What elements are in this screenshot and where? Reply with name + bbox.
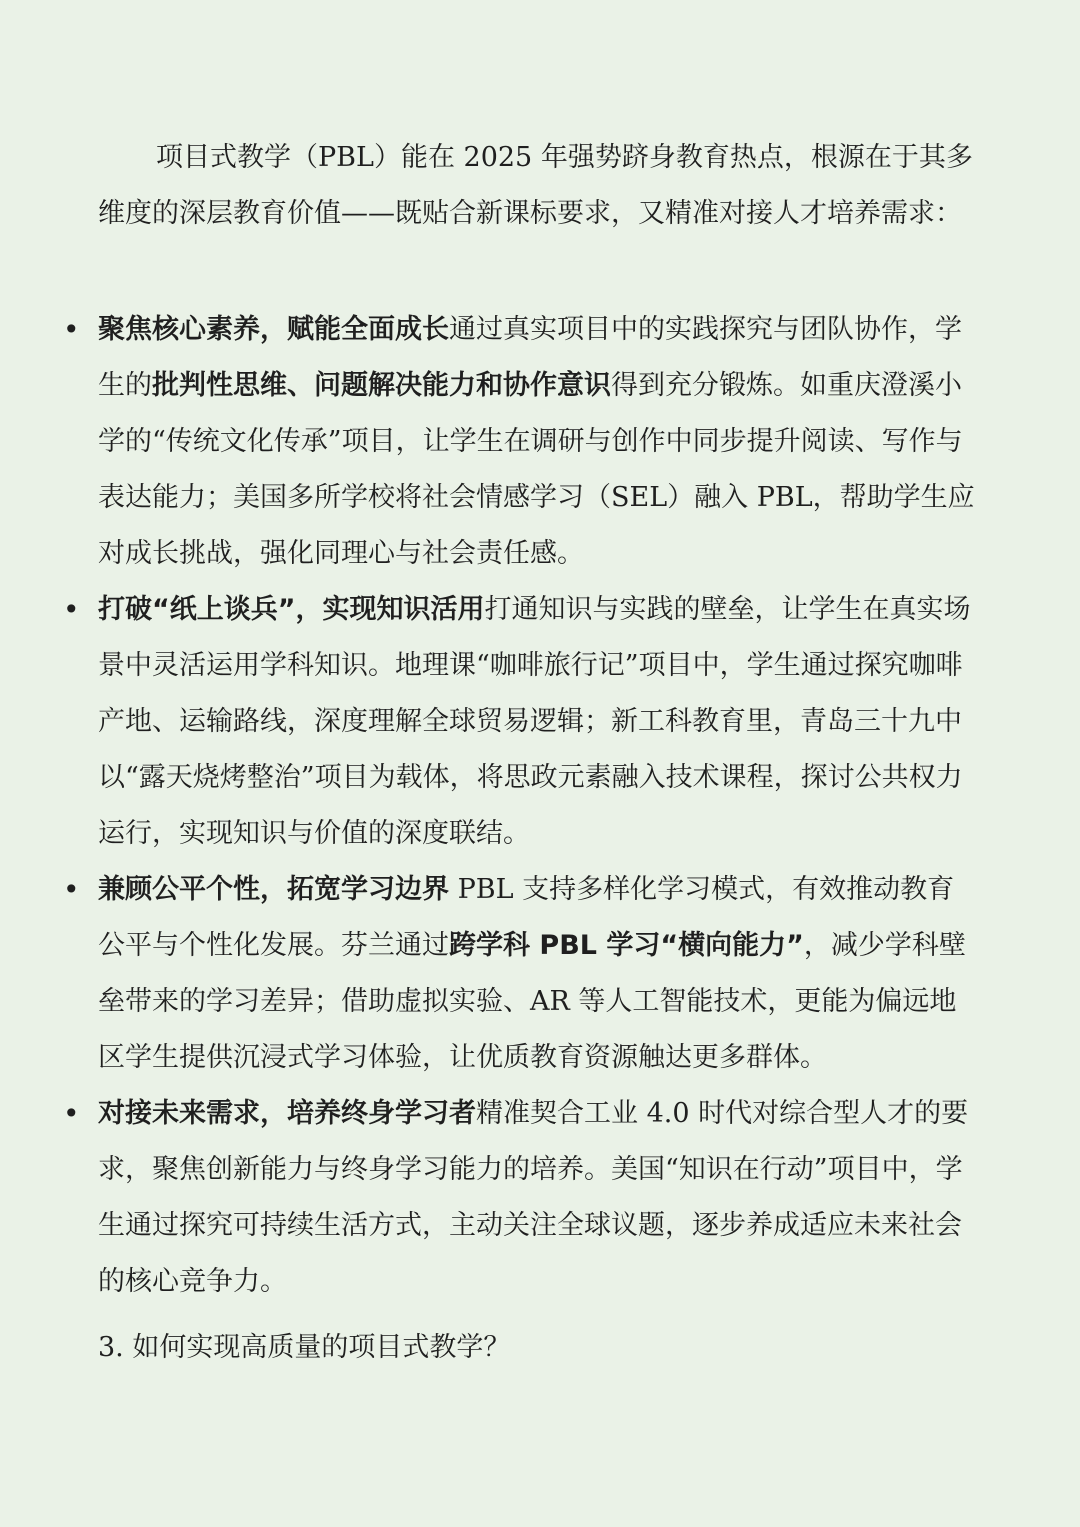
bullet-emphasis: 跨学科 PBL 学习“横向能力” xyxy=(449,930,804,961)
bullet-title: 对接未来需求，培养终身学习者 xyxy=(98,1098,476,1129)
list-item-future-needs xyxy=(0,1086,978,1310)
bullet-text: PBL 支持多样化学习模式，有效推动教育公平与个性化发展。芬兰通过 xyxy=(98,874,955,961)
list-item-equity-personalization xyxy=(0,862,978,1086)
bullet-title: 聚焦核心素养，赋能全面成长 xyxy=(98,314,449,345)
list-item-core-literacy xyxy=(0,302,978,582)
bullet-emphasis: 批判性思维、问题解决能力和协作意识 xyxy=(152,370,611,401)
bullet-text: 通过真实项目中的实践探究与团队协作，学生的 xyxy=(98,314,962,401)
bullet-text: 精准契合工业 4.0 时代对综合型人才的要求，聚焦创新能力与终身学习能力的培养。美国“知识在行动”项目中，学生通过探究可持续生活方式，主动关注全球议题，逐步养成适应未来社会的核心竞争力。 xyxy=(98,1098,969,1297)
intro-paragraph: 项目式教学（PBL）能在 2025 年强势跻身教育热点，根源在于其多维度的深层教育价值——既贴合新课标要求，又精准对接人才培养需求： xyxy=(98,142,973,229)
section-heading: 3. 如何实现高质量的项目式教学？ xyxy=(98,1332,511,1363)
bullet-icon: • xyxy=(63,593,80,626)
list-item-knowledge-application xyxy=(0,582,978,862)
value-list xyxy=(0,302,1080,1310)
bullet-title: 打破“纸上谈兵”，实现知识活用 xyxy=(98,594,485,625)
bullet-text: ，减少学科壁垒带来的学习差异；借助虚拟实验、AR 等人工智能技术，更能为偏远地区学生提供沉浸式学习体验，让优质教育资源触达更多群体。 xyxy=(98,930,966,1073)
bullet-icon: • xyxy=(63,873,80,906)
bullet-icon: • xyxy=(63,1097,80,1130)
bullet-title: 兼顾公平个性，拓宽学习边界 xyxy=(98,874,449,905)
bullet-icon: • xyxy=(63,313,80,346)
bullet-text: 打通知识与实践的壁垒，让学生在真实场景中灵活运用学科知识。地理课“咖啡旅行记”项目中，学生通过探究咖啡产地、运输路线，深度理解全球贸易逻辑；新工科教育里，青岛三十九中以“露天烧烤整治”项目为载体，将思政元素融入技术课程，探讨公共权力运行，实现知识与价值的深度联结。 xyxy=(98,594,971,849)
bullet-text: 得到充分锻炼。如重庆澄溪小学的“传统文化传承”项目，让学生在调研与创作中同步提升阅读、写作与表达能力；美国多所学校将社会情感学习（SEL）融入 PBL，帮助学生应对成长挑战，强化同理心与社会责任感。 xyxy=(98,370,975,569)
